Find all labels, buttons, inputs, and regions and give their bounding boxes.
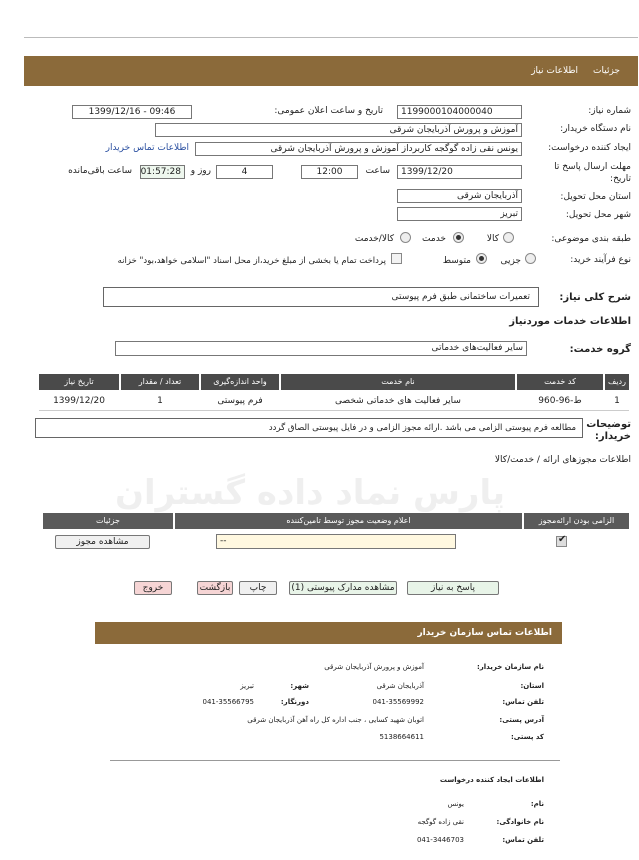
delivery-province-label: استان محل تحویل: — [560, 192, 631, 202]
payment-checkbox[interactable] — [391, 253, 402, 264]
deadline-label: مهلت ارسال پاسخ تا تاریخ: — [554, 162, 631, 184]
th-date: تاریخ نیاز — [39, 374, 119, 390]
table-row-date: 1399/12/20 — [53, 396, 105, 406]
contact-phone-value: 041-35569992 — [372, 698, 424, 706]
creator-label: ایجاد کننده درخواست: — [548, 143, 631, 153]
deadline-time-field: 12:00 — [301, 165, 358, 179]
contact-city-value: تبریز — [240, 682, 254, 690]
process-medium-label: متوسط — [442, 256, 471, 266]
payment-note: پرداخت تمام یا بخشی از مبلغ خرید،از محل اسناد "اسلامی خواهد،بود" خزانه — [117, 256, 386, 266]
table-row-name: سایر فعالیت های خدماتی شخصی — [335, 396, 461, 406]
contact-fax-label: دورنگار: — [280, 698, 309, 706]
top-rule — [24, 37, 638, 38]
contact-phone-label: تلفن تماس: — [502, 698, 544, 706]
buyer-contact-link[interactable]: اطلاعات تماس خریدار — [105, 143, 189, 153]
reply-button[interactable]: پاسخ به نیاز — [407, 581, 499, 595]
tab-need-info[interactable]: اطلاعات نیاز — [531, 66, 578, 76]
back-button[interactable]: بازگشت — [197, 581, 233, 595]
remaining-label: ساعت باقی‌مانده — [68, 166, 132, 176]
attachments-button[interactable]: مشاهده مدارک پیوستی (1) — [289, 581, 397, 595]
creator-name-value: یونس — [447, 800, 464, 808]
announce-field: 1399/12/16 - 09:46 — [72, 105, 192, 119]
process-medium-radio[interactable] — [476, 253, 487, 264]
permit-required-checkbox[interactable]: ✔ — [558, 534, 567, 545]
buyer-field: آموزش و پرورش آذربایجان شرقی — [155, 123, 522, 137]
table-row-qty: 1 — [157, 396, 163, 406]
category-goods-label: کالا — [486, 234, 499, 244]
header-bar — [24, 56, 638, 86]
permit-th-required: الزامی بودن ارائه‌مجوز — [524, 513, 629, 529]
tab-details[interactable]: جزئیات — [593, 66, 620, 76]
process-partial-radio[interactable] — [525, 253, 536, 264]
deadline-date-field: 1399/12/20 — [397, 165, 522, 179]
creator-field: یونس نقی زاده گوگجه کاربرداز آموزش و پرورش آذربایجان شرقی — [195, 142, 522, 156]
delivery-city-field: تبریز — [397, 207, 522, 221]
process-type-label: نوع فرآیند خرید: — [570, 255, 631, 265]
permit-th-status: اعلام وضعیت مجوز توسط تامین‌کننده — [175, 513, 522, 529]
buyer-notes-box — [35, 418, 583, 438]
contact-province-value: آذربایجان شرقی — [376, 682, 424, 690]
creator-tel-value: 041-3446703 — [416, 836, 464, 844]
days-label: روز و — [190, 166, 211, 176]
need-number-field: 1199000104000040 — [397, 105, 522, 119]
services-title: اطلاعات خدمات موردنیاز — [509, 316, 631, 327]
category-label: طبقه بندی موضوعی: — [551, 234, 631, 244]
view-permit-button[interactable]: مشاهده مجوز — [55, 535, 150, 549]
permits-title: اطلاعات مجوزهای ارائه / خدمت/کالا — [494, 455, 631, 465]
contact-city-label: شهر: — [290, 682, 309, 690]
th-qty: تعداد / مقدار — [121, 374, 199, 390]
remaining-time-field: 01:57:28 — [140, 165, 185, 179]
category-goods-radio[interactable] — [503, 232, 514, 243]
buyer-notes-value: مطالعه فرم پیوستی الزامی می باشد .ارائه مجوز الزامی و در فایل پیوستی الصاق گردد — [268, 423, 576, 433]
contact-fax-value: 041-35566795 — [202, 698, 254, 706]
table-bottom-rule — [39, 410, 629, 411]
category-goods-service-label: کالا/خدمت — [354, 234, 394, 244]
th-row: ردیف — [605, 374, 629, 390]
creator-tel-label: تلفن تماس: — [502, 836, 544, 844]
announce-label: تاریخ و ساعت اعلان عمومی: — [274, 106, 383, 116]
contact-section-header: اطلاعات تماس سازمان خریدار — [95, 622, 562, 644]
category-service-radio[interactable] — [453, 232, 464, 243]
th-name: نام خدمت — [281, 374, 515, 390]
contact-address-label: آدرس پستی: — [499, 716, 544, 724]
contact-divider — [110, 760, 560, 761]
permit-status-field: -- — [216, 534, 456, 549]
deadline-time-label: ساعت — [365, 166, 390, 176]
contact-province-label: استان: — [520, 682, 544, 690]
buyer-label: نام دستگاه خریدار: — [560, 124, 631, 134]
creator-name-label: نام: — [530, 800, 544, 808]
contact-org-label: نام سازمان خریدار: — [476, 663, 544, 671]
watermark: پارس نماد داده گستران — [114, 473, 505, 513]
summary-box — [103, 287, 539, 307]
category-service-label: خدمت — [422, 234, 446, 244]
contact-address-value: اتوبان شهید کسایی ، جنب اداره کل راه آهن آذربایجان شرقی — [247, 716, 424, 724]
table-row-code: ط-96-960 — [538, 396, 582, 406]
contact-org-value: آموزش و پرورش آذربایجان شرقی — [324, 663, 424, 671]
category-goods-service-radio[interactable] — [400, 232, 411, 243]
creator-family-value: نقی زاده گوگجه — [417, 818, 464, 826]
creator-family-label: نام خانوادگی: — [496, 818, 544, 826]
process-partial-label: جزیی — [500, 256, 521, 266]
summary-label: شرح کلی نیاز: — [559, 292, 631, 303]
buyer-notes-label: توضیحات خریدار: — [586, 419, 631, 442]
creator-info-title: اطلاعات ایجاد کننده درخواست — [439, 776, 544, 784]
summary-value: تعمیرات ساختمانی طبق فرم پیوستی — [391, 292, 530, 302]
th-unit: واحد اندازه‌گیری — [201, 374, 279, 390]
exit-button[interactable]: خروج — [134, 581, 172, 595]
delivery-city-label: شهر محل تحویل: — [565, 210, 631, 220]
permit-th-details: جزئیات — [43, 513, 173, 529]
contact-postal-value: 5138664611 — [379, 733, 424, 741]
table-row-unit: فرم پیوستی — [217, 396, 263, 406]
days-field: 4 — [216, 165, 273, 179]
service-group-label: گروه خدمت: — [569, 344, 631, 355]
th-code: کد خدمت — [517, 374, 603, 390]
table-row-index: 1 — [614, 396, 620, 406]
need-number-label: شماره نیاز: — [588, 106, 631, 116]
contact-postal-label: کد پستی: — [510, 733, 544, 741]
delivery-province-field: آذربایجان شرقی — [397, 189, 522, 203]
service-group-field: سایر فعالیت‌های خدماتی — [115, 341, 527, 356]
print-button[interactable]: چاپ — [239, 581, 277, 595]
